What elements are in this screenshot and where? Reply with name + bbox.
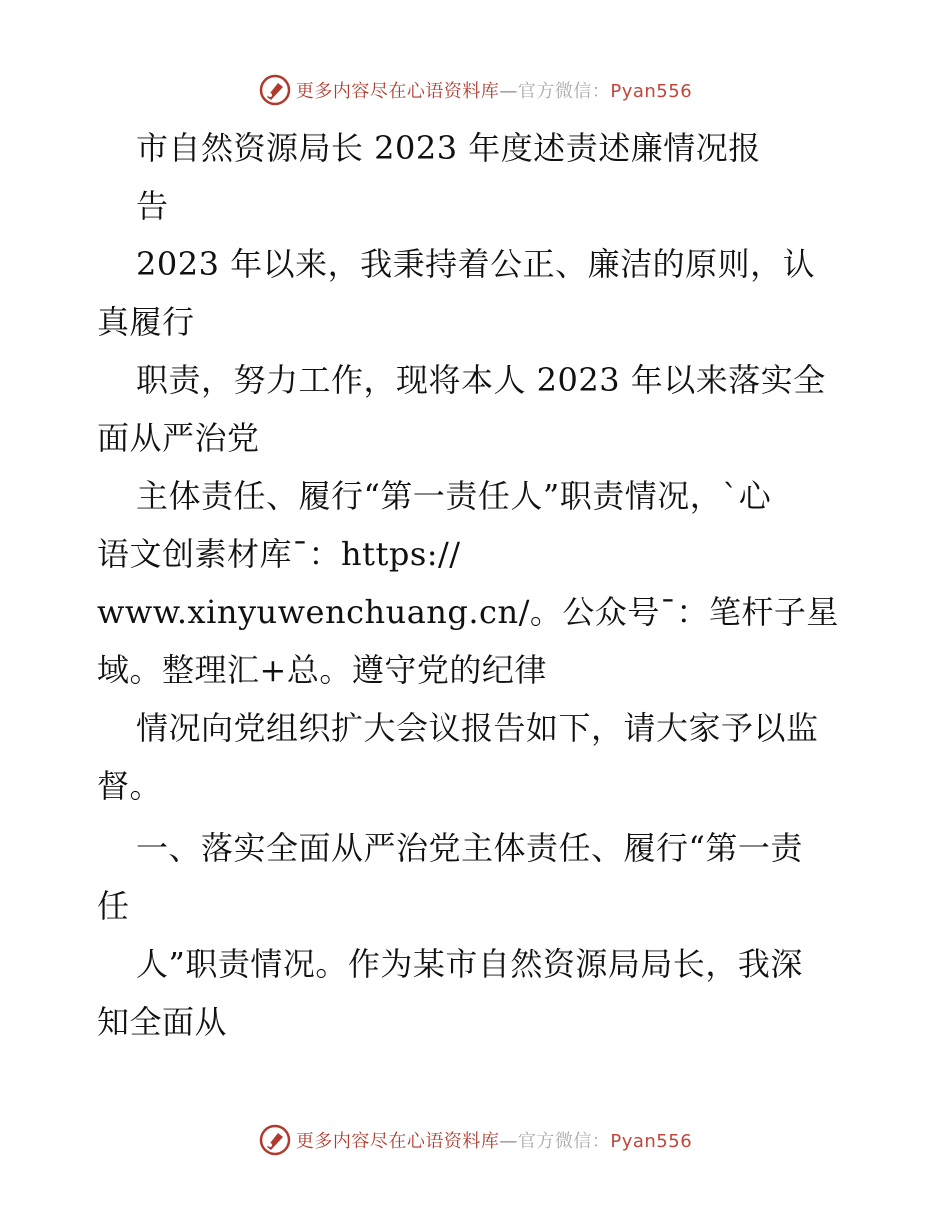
banner-main-text: 更多内容尽在心语资料库 xyxy=(295,81,500,102)
doc-paragraph-line: 域。整理汇+总。遵守党的纪律 xyxy=(97,651,547,689)
doc-paragraph-line: 知全面从 xyxy=(97,1003,228,1041)
doc-paragraph-line: 职责，努力工作，现将本人 2023 年以来落实全 xyxy=(136,361,826,399)
header-banner xyxy=(0,70,950,110)
pen-nib-logo-icon xyxy=(258,1123,292,1157)
doc-paragraph-line: 2023 年以来，我秉持着公正、廉洁的原则，认 xyxy=(136,245,816,283)
banner-wechat-label: 官方微信： xyxy=(517,81,611,102)
doc-paragraph-line: www.xinyuwenchuang.cn/。公众号¯：笔杆子星 xyxy=(97,593,839,631)
banner-separator: — xyxy=(499,1131,518,1152)
doc-title-line-2: 告 xyxy=(136,187,169,225)
banner-wechat-id: Pyan556 xyxy=(610,1131,693,1152)
doc-paragraph-line: 人”职责情况。作为某市自然资源局局长，我深 xyxy=(136,945,803,983)
doc-title-line-1: 市自然资源局长 2023 年度述责述廉情况报 xyxy=(136,129,761,167)
banner-main-text: 更多内容尽在心语资料库 xyxy=(295,1131,500,1152)
doc-paragraph-line: 督。 xyxy=(97,767,163,805)
doc-paragraph-line: 面从严治党 xyxy=(97,419,260,457)
doc-paragraph-line: 真履行 xyxy=(97,303,195,341)
banner-separator: — xyxy=(499,81,518,102)
banner-text xyxy=(296,77,692,103)
doc-paragraph-line: 情况向党组织扩大会议报告如下，请大家予以监 xyxy=(136,709,819,747)
banner-wechat-id: Pyan556 xyxy=(610,81,693,102)
doc-paragraph-line: 主体责任、履行“第一责任人”职责情况，`心 xyxy=(136,477,772,515)
doc-section-heading-line: 任 xyxy=(97,887,130,925)
footer-banner xyxy=(0,1120,950,1160)
doc-section-heading-line: 一、落实全面从严治党主体责任、履行“第一责 xyxy=(136,829,803,867)
doc-paragraph-line: 语文创素材库¯：https:// xyxy=(97,535,461,573)
banner-text xyxy=(296,1127,692,1153)
banner-wechat-label: 官方微信： xyxy=(517,1131,611,1152)
pen-nib-logo-icon xyxy=(258,73,292,107)
